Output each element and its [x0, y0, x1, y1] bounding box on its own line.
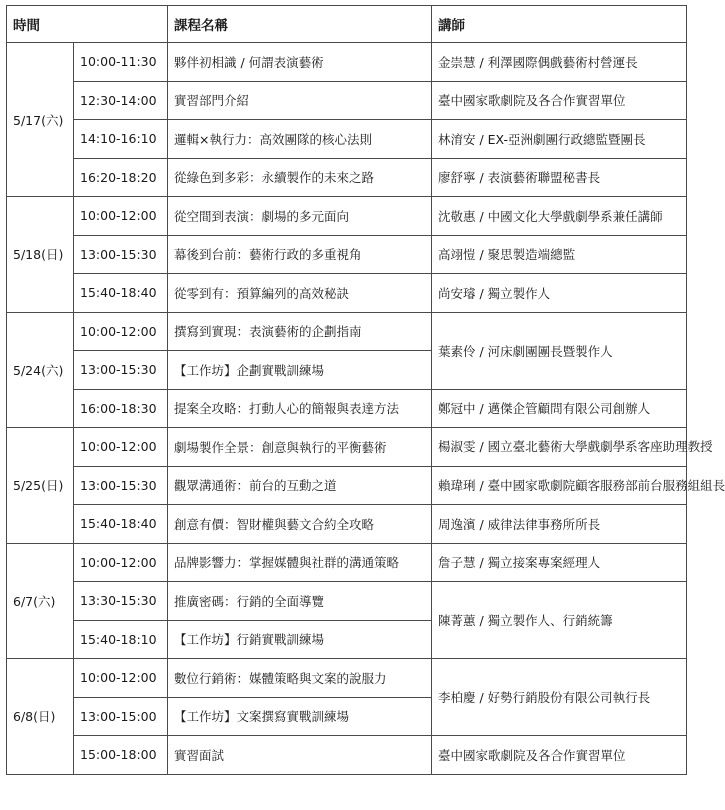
time-cell: 15:40-18:40 — [74, 505, 168, 544]
table-row — [7, 274, 687, 313]
date-cell: 5/25(日) — [7, 428, 74, 544]
course-cell: 品牌影響力：掌握媒體與社群的溝通策略 — [168, 543, 432, 582]
instructor-cell: 陳菁蕙 / 獨立製作人、行銷統籌 — [432, 582, 687, 659]
course-cell: 從零到有：預算編列的高效秘訣 — [168, 274, 432, 313]
instructor-cell: 廖舒寧 / 表演藝術聯盟秘書長 — [432, 158, 687, 197]
course-cell: 實習面試 — [168, 736, 432, 775]
instructor-cell: 李柏慶 / 好勢行銷股份有限公司執行長 — [432, 659, 687, 736]
instructor-cell: 臺中國家歌劇院及各合作實習單位 — [432, 736, 687, 775]
instructor-cell: 楊淑雯 / 國立臺北藝術大學戲劇學系客座助理教授 — [432, 428, 687, 467]
time-cell: 13:00-15:30 — [74, 235, 168, 274]
time-cell: 13:00-15:30 — [74, 351, 168, 390]
course-cell: 夥伴初相識 / 何謂表演藝術 — [168, 43, 432, 82]
instructor-cell: 鄭冠中 / 邁傑企管顧問有限公司創辦人 — [432, 389, 687, 428]
header-course: 課程名稱 — [168, 6, 432, 43]
time-cell: 10:00-12:00 — [74, 428, 168, 467]
instructor-cell: 尚安璿 / 獨立製作人 — [432, 274, 687, 313]
header-instructor: 講師 — [432, 6, 687, 43]
course-cell: 撰寫到實現：表演藝術的企劃指南 — [168, 312, 432, 351]
course-cell: 劇場製作全景：創意與執行的平衡藝術 — [168, 428, 432, 467]
instructor-cell: 賴瑋琍 / 臺中國家歌劇院顧客服務部前台服務組組長 — [432, 466, 687, 505]
date-cell: 5/24(六) — [7, 312, 74, 428]
instructor-cell: 高翊愷 / 聚思製造端總監 — [432, 235, 687, 274]
instructor-cell: 葉素伶 / 河床劇團團長暨製作人 — [432, 312, 687, 389]
time-cell: 16:20-18:20 — [74, 158, 168, 197]
table-row — [7, 43, 687, 82]
instructor-cell: 周逸濱 / 威律法律事務所所長 — [432, 505, 687, 544]
course-cell: 幕後到台前：藝術行政的多重視角 — [168, 235, 432, 274]
time-cell: 10:00-11:30 — [74, 43, 168, 82]
time-cell: 13:30-15:30 — [74, 582, 168, 621]
instructor-cell: 金崇慧 / 利澤國際偶戲藝術村營運長 — [432, 43, 687, 82]
date-cell: 6/7(六) — [7, 543, 74, 659]
time-cell: 13:00-15:30 — [74, 466, 168, 505]
header-row — [7, 6, 687, 43]
time-cell: 14:10-16:10 — [74, 120, 168, 159]
time-cell: 15:00-18:00 — [74, 736, 168, 775]
course-cell: 【工作坊】文案撰寫實戰訓練場 — [168, 697, 432, 736]
date-cell: 5/17(六) — [7, 43, 74, 197]
course-cell: 實習部門介紹 — [168, 81, 432, 120]
time-cell: 16:00-18:30 — [74, 389, 168, 428]
instructor-cell: 林淯安 / EX-亞洲劇團行政總監暨團長 — [432, 120, 687, 159]
time-cell: 10:00-12:00 — [74, 543, 168, 582]
table-row — [7, 466, 687, 505]
time-cell: 13:00-15:00 — [74, 697, 168, 736]
instructor-cell: 沈敬惠 / 中國文化大學戲劇學系兼任講師 — [432, 197, 687, 236]
table-row — [7, 158, 687, 197]
course-cell: 從綠色到多彩：永續製作的未來之路 — [168, 158, 432, 197]
time-cell: 15:40-18:40 — [74, 274, 168, 313]
table-row — [7, 505, 687, 544]
table-row — [7, 120, 687, 159]
course-cell: 推廣密碼：行銷的全面導覽 — [168, 582, 432, 621]
table-row — [7, 235, 687, 274]
instructor-cell: 詹子慧 / 獨立接案專案經理人 — [432, 543, 687, 582]
table-row — [7, 197, 687, 236]
table-row — [7, 582, 687, 621]
course-cell: 【工作坊】行銷實戰訓練場 — [168, 620, 432, 659]
time-cell: 12:30-14:00 — [74, 81, 168, 120]
course-cell: 創意有價：智財權與藝文合約全攻略 — [168, 505, 432, 544]
table-row — [7, 543, 687, 582]
course-cell: 觀眾溝通術：前台的互動之道 — [168, 466, 432, 505]
time-cell: 15:40-18:10 — [74, 620, 168, 659]
course-cell: 數位行銷術：媒體策略與文案的說服力 — [168, 659, 432, 698]
course-cell: 提案全攻略：打動人心的簡報與表達方法 — [168, 389, 432, 428]
date-cell: 6/8(日) — [7, 659, 74, 775]
table-row — [7, 659, 687, 698]
table-row — [7, 312, 687, 351]
course-cell: 邏輯×執行力：高效團隊的核心法則 — [168, 120, 432, 159]
course-cell: 【工作坊】企劃實戰訓練場 — [168, 351, 432, 390]
course-cell: 從空間到表演：劇場的多元面向 — [168, 197, 432, 236]
table-row — [7, 428, 687, 467]
time-cell: 10:00-12:00 — [74, 197, 168, 236]
table-row — [7, 81, 687, 120]
table-row — [7, 389, 687, 428]
instructor-cell: 臺中國家歌劇院及各合作實習單位 — [432, 81, 687, 120]
time-cell: 10:00-12:00 — [74, 312, 168, 351]
date-cell: 5/18(日) — [7, 197, 74, 313]
schedule-table — [6, 5, 725, 775]
table-row — [7, 736, 687, 775]
header-time: 時間 — [7, 6, 168, 43]
time-cell: 10:00-12:00 — [74, 659, 168, 698]
